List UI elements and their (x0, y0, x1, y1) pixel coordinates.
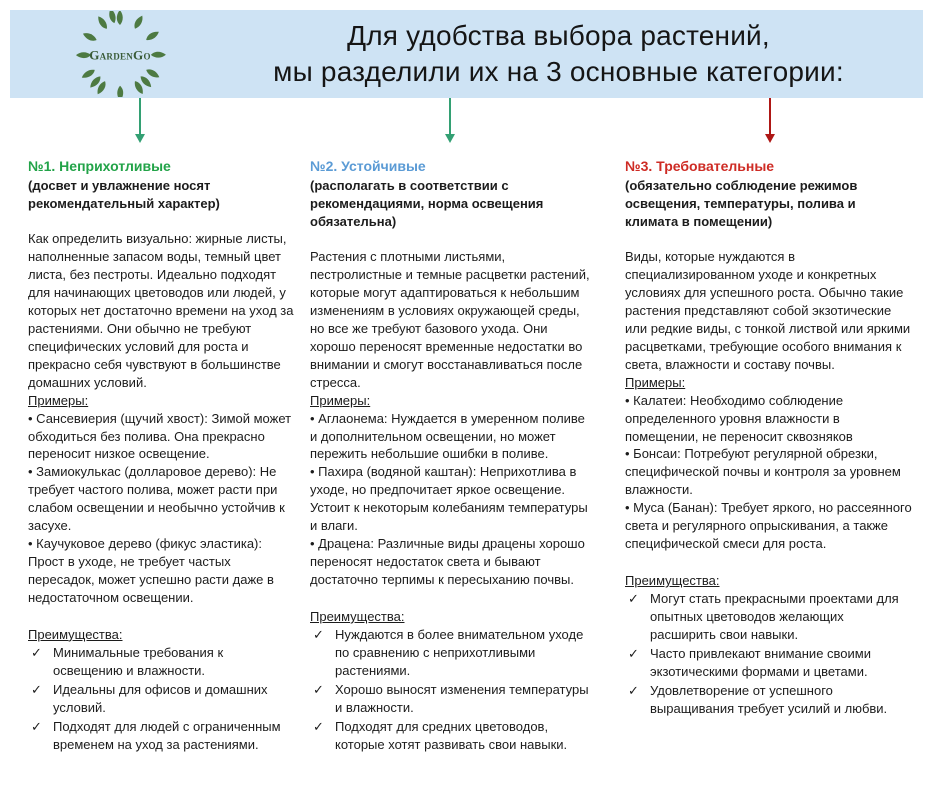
down-arrow-category-3 (764, 98, 776, 143)
advantage-item: ✓ Минимальные требования к освещению и влажности. (28, 644, 295, 680)
advantages-list (625, 590, 912, 718)
examples-label: Примеры: (28, 392, 89, 408)
category-columns (28, 157, 912, 754)
category-description: Растения с плотными листьями, пестролистные и темные расцветки растений, которые могут адаптироваться к небольшим изменениям в условиях окружающей среды, но все же требуют базового ухода. Они хорошо переносят временные недостатки во внимании и смогут восстанавливаться после стресса. (310, 249, 590, 390)
logo-text: GardenGo (89, 47, 151, 63)
page-title-line-2: мы разделили их на 3 основные категории: (273, 56, 844, 87)
advantages-label: Преимущества: (28, 626, 123, 642)
examples-list (310, 410, 595, 589)
category-description: Как определить визуально: жирные листы, наполненные запасом воды, темный цвет листа, без пестроты. Идеально подходят для начинающих цветоводов или людей, у которых нет достаточно времени на уход за растениями. Они обычно не требуют специфических условий для роста и прекрасно себя чувствуют в большинстве домашних условий. (28, 231, 294, 390)
advantage-item: ✓ Могут стать прекрасными проектами для опытных цветоводов желающих расширить свои навыки. (625, 590, 912, 644)
example-item: • Каучуковое дерево (фикус эластика): Прост в уходе, не требует частых пересадок, может успешно расти даже в недостаточном освещении. (28, 535, 295, 607)
page-title (230, 18, 923, 91)
example-item: • Пахира (водяной каштан): Неприхотлива в уходе, но предпочитает яркое освещение. Устоит к некоторым колебаниям температуры и влаги. (310, 463, 595, 535)
laurel-wreath-icon (72, 11, 168, 97)
connector-arrows (0, 98, 933, 154)
category-subtitle: (обязательно соблюдение режимов освещения, температуры, полива и климата в помещении) (625, 178, 858, 230)
category-column-1 (28, 157, 295, 754)
advantages-list (310, 626, 595, 754)
example-item: • Замиокулькас (долларовое дерево): Не требует частого полива, может расти при слабом освещении и необычно устойчив к засухе. (28, 463, 295, 535)
example-item: • Драцена: Различные виды драцены хорошо переносят недостаток света и бывают достаточно терпимы к пересыханию почвы. (310, 535, 595, 589)
example-item: • Муса (Банан): Требует яркого, но рассеянного света и регулярного опрыскивания, а также специфической смеси для роста. (625, 499, 912, 553)
example-item: • Сансевиерия (щучий хвост): Зимой может обходиться без полива. Она прекрасно переносит низкое освещение. (28, 410, 295, 464)
category-column-2 (310, 157, 595, 754)
examples-label: Примеры: (310, 392, 371, 408)
category-subtitle: (располагать в соответствии с рекомендациями, норма освещения обязательна) (310, 178, 544, 230)
advantage-item: ✓ Хорошо выносят изменения температуры и влажности. (310, 681, 595, 717)
advantage-item: ✓ Нуждаются в более внимательном уходе по сравнению с неприхотливыми растениями. (310, 626, 595, 680)
advantage-item: ✓ Подходят для средних цветоводов, которые хотят развивать свои навыки. (310, 718, 595, 754)
advantage-item: ✓ Удовлетворение от успешного выращивания требует усилий и любви. (625, 682, 912, 718)
category-title: №2. Устойчивые (310, 158, 426, 174)
down-arrow-category-1 (134, 98, 146, 143)
example-item: • Аглаонема: Нуждается в умеренном поливе и дополнительном освещении, но может пережить небольшие ошибки в поливе. (310, 410, 595, 464)
advantages-list (28, 644, 295, 754)
gardengo-logo (10, 11, 230, 97)
category-title: №3. Требовательные (625, 158, 775, 174)
advantage-item: ✓ Часто привлекают внимание своими экзотическими формами и цветами. (625, 645, 912, 681)
advantage-item: ✓ Идеальны для офисов и домашних условий. (28, 681, 295, 717)
advantages-label: Преимущества: (310, 608, 405, 624)
header-banner (10, 10, 923, 98)
down-arrow-category-2 (444, 98, 456, 143)
advantages-label: Преимущества: (625, 573, 720, 589)
examples-list (28, 410, 295, 607)
category-description: Виды, которые нуждаются в специализированном уходе и конкретных условиях для успешного роста. Обычно такие растения представляют собой экзотические или редкие виды, с тонкой листвой или яркими расцветками, требующие особого внимания к света, влажности и составу почвы. (625, 249, 911, 372)
page-title-line-1: Для удобства выбора растений, (347, 19, 770, 51)
example-item: • Калатеи: Необходимо соблюдение определенного уровня влажности в помещении, не переносит сквозняков (625, 392, 912, 446)
advantage-item: ✓ Подходят для людей с ограниченным временем на уход за растениями. (28, 718, 295, 754)
category-column-3 (625, 157, 912, 754)
examples-list (625, 392, 912, 553)
examples-label: Примеры: (625, 374, 686, 390)
category-subtitle: (досвет и увлажнение носят рекомендательный характер) (28, 178, 220, 212)
category-title: №1. Неприхотливые (28, 158, 171, 174)
example-item: • Бонсаи: Потребуют регулярной обрезки, специфической почвы и контроля за уровнем влажности. (625, 445, 912, 499)
